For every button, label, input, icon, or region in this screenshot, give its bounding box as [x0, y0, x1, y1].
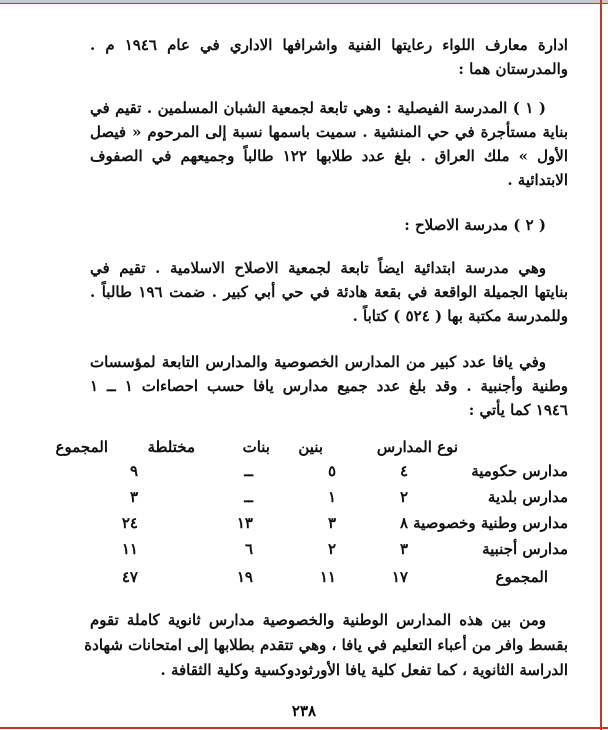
table-cell: ٤ — [399, 462, 408, 480]
table-cell: ٢٤ — [121, 514, 138, 532]
table-cell: ٣ — [129, 488, 138, 506]
table-row-label: مدارس أجنبية — [482, 540, 568, 558]
school2-heading: ( ٢ ) مدرسة الاصلاح : — [404, 216, 546, 234]
table-cell: ١١ — [319, 568, 336, 586]
school2-line: وللمدرسة مكتبة بها ( ٥٢٤ ) كتاباً . — [352, 307, 568, 325]
table-header: المجموع — [55, 438, 108, 456]
table-header: نوع المدارس — [376, 438, 458, 456]
intro-line: والمدرستان هما : — [458, 60, 568, 78]
table-cell: ٤٧ — [121, 568, 138, 586]
table-row-label: مدارس وطنية وخصوصية — [413, 514, 568, 532]
page-border-right — [600, 0, 602, 730]
table-row-label: المجموع — [495, 568, 548, 586]
table-header: بنات — [242, 438, 270, 456]
page-number: ٢٣٨ — [291, 702, 317, 720]
table-cell: ١٩ — [236, 568, 253, 586]
table-cell: ٨ — [399, 514, 408, 532]
intro-line: ادارة معارف اللواء رعايتها الفنية واشرافها الاداري في عام ١٩٤٦ م . — [90, 36, 568, 54]
jaffa-line: ١٩٤٦ كما يأتي : — [468, 401, 568, 419]
table-cell: ٣ — [399, 540, 408, 558]
page-border-bottom — [0, 727, 608, 729]
school1-line: ( ١ ) المدرسة الفيصلية : وهي تابعة لجمعية الشبان المسلمين . تقيم في — [90, 99, 547, 117]
table-cell: ٢ — [399, 488, 408, 506]
school1-line: الابتدائية . — [507, 171, 568, 189]
table-cell: ٥ — [327, 462, 336, 480]
table-cell: ــ — [244, 488, 253, 506]
closing-line: ومن بين هذه المدارس الوطنية والخصوصية مدارس ثانوية كاملة تقوم — [90, 611, 546, 629]
window-top-edge — [0, 0, 608, 4]
closing-line: بقسط وافر من أعباء التعليم في يافا ، وهي تتقدم بطلابها إلى امتحانات شهادة — [84, 636, 568, 654]
table-cell: ــ — [244, 462, 253, 480]
school2-line: بنايتها الجميلة الواقعة في بقعة هادئة في حي أبي كبير . ضمت ١٩٦ طالباً . — [90, 283, 568, 301]
school1-line: بناية مستأجرة في حي المنشية . سميت باسمها نسبة إلى المرحوم « فيصل — [90, 123, 568, 141]
table-cell: ١٧ — [391, 568, 408, 586]
table-cell: ١ — [327, 488, 336, 506]
table-cell: ٩ — [129, 462, 138, 480]
jaffa-line: وفي يافا عدد كبير من المدارس الخصوصية والمدارس التابعة لمؤسسات — [90, 353, 546, 371]
table-cell: ٣ — [327, 514, 336, 532]
table-cell: ١١ — [121, 540, 138, 558]
closing-line: الدراسة الثانوية ، كما تفعل كلية يافا الأورثودوكسية وكلية الثقافة . — [160, 661, 568, 679]
table-row-label: مدارس حكومية — [471, 462, 568, 480]
jaffa-line: وطنية وأجنبية . وقد بلغ عدد جميع مدارس يافا حسب احصاءات ١ ــ ١ — [90, 377, 569, 395]
table-cell: ٦ — [244, 540, 253, 558]
school2-line: وهي مدرسة ابتدائية ايضاً تابعة لجمعية الاصلاح الاسلامية . تقيم في — [90, 259, 546, 277]
table-row-label: مدارس بلدية — [487, 488, 568, 506]
table-cell: ٢ — [327, 540, 336, 558]
table-header: مختلطة — [147, 438, 195, 456]
school1-line: الأول » ملك العراق . بلغ عدد طلابها ١٢٢ طالباً وجميعهم في الصفوف — [90, 147, 568, 165]
table-cell: ١٣ — [236, 514, 253, 532]
table-header: بنين — [298, 438, 323, 456]
